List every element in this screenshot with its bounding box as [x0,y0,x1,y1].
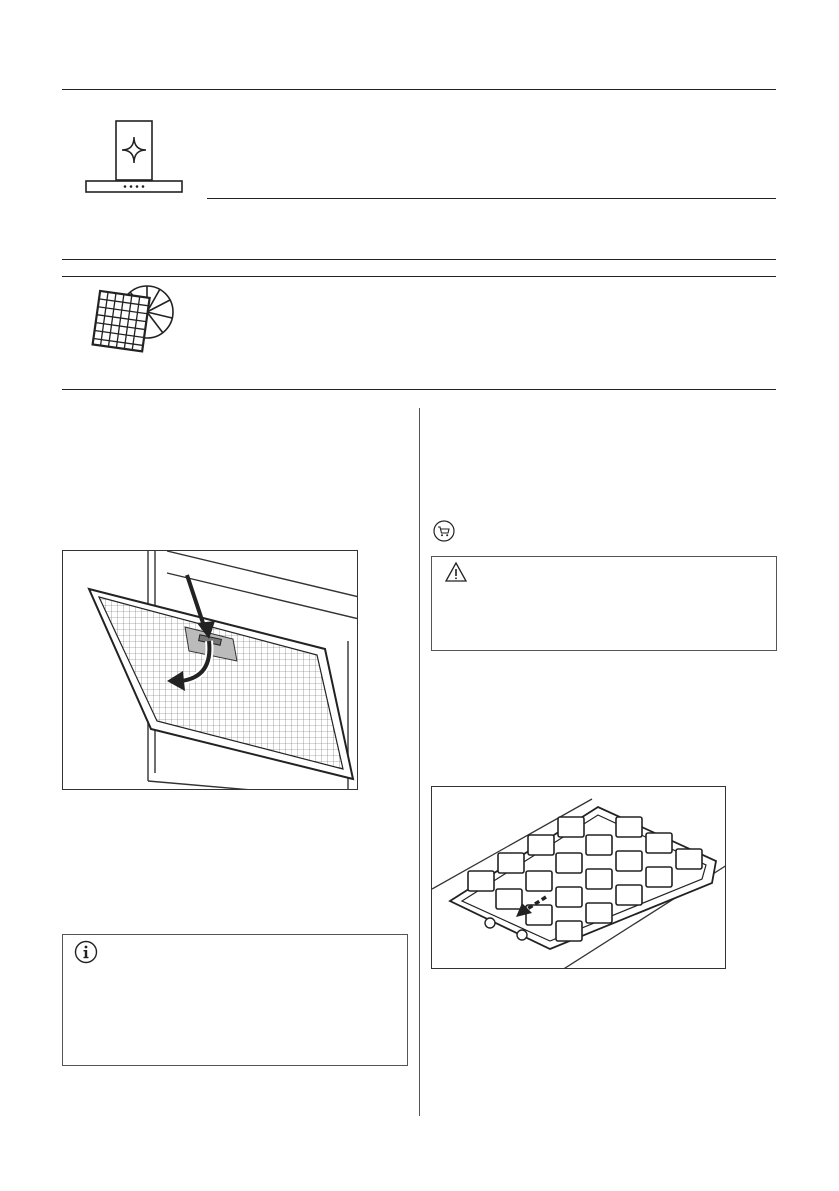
top-rule [62,89,776,90]
hood-section-divider [207,198,776,199]
shopping-cart-icon [433,520,455,542]
grease-filter-removal-illustration [62,550,358,790]
info-icon [74,940,98,964]
info-note-box [62,934,408,1066]
warning-triangle-icon [444,561,468,583]
column-divider [419,408,420,1116]
warning-note-box [431,556,777,651]
section-rule-upper [62,259,776,260]
hood-with-sparkle-icon [84,118,184,198]
section-rule-lower [62,276,776,277]
filter-section-bottom-rule [62,389,776,390]
charcoal-filter-illustration [431,786,726,969]
grease-and-carbon-filter-icon [86,282,178,356]
